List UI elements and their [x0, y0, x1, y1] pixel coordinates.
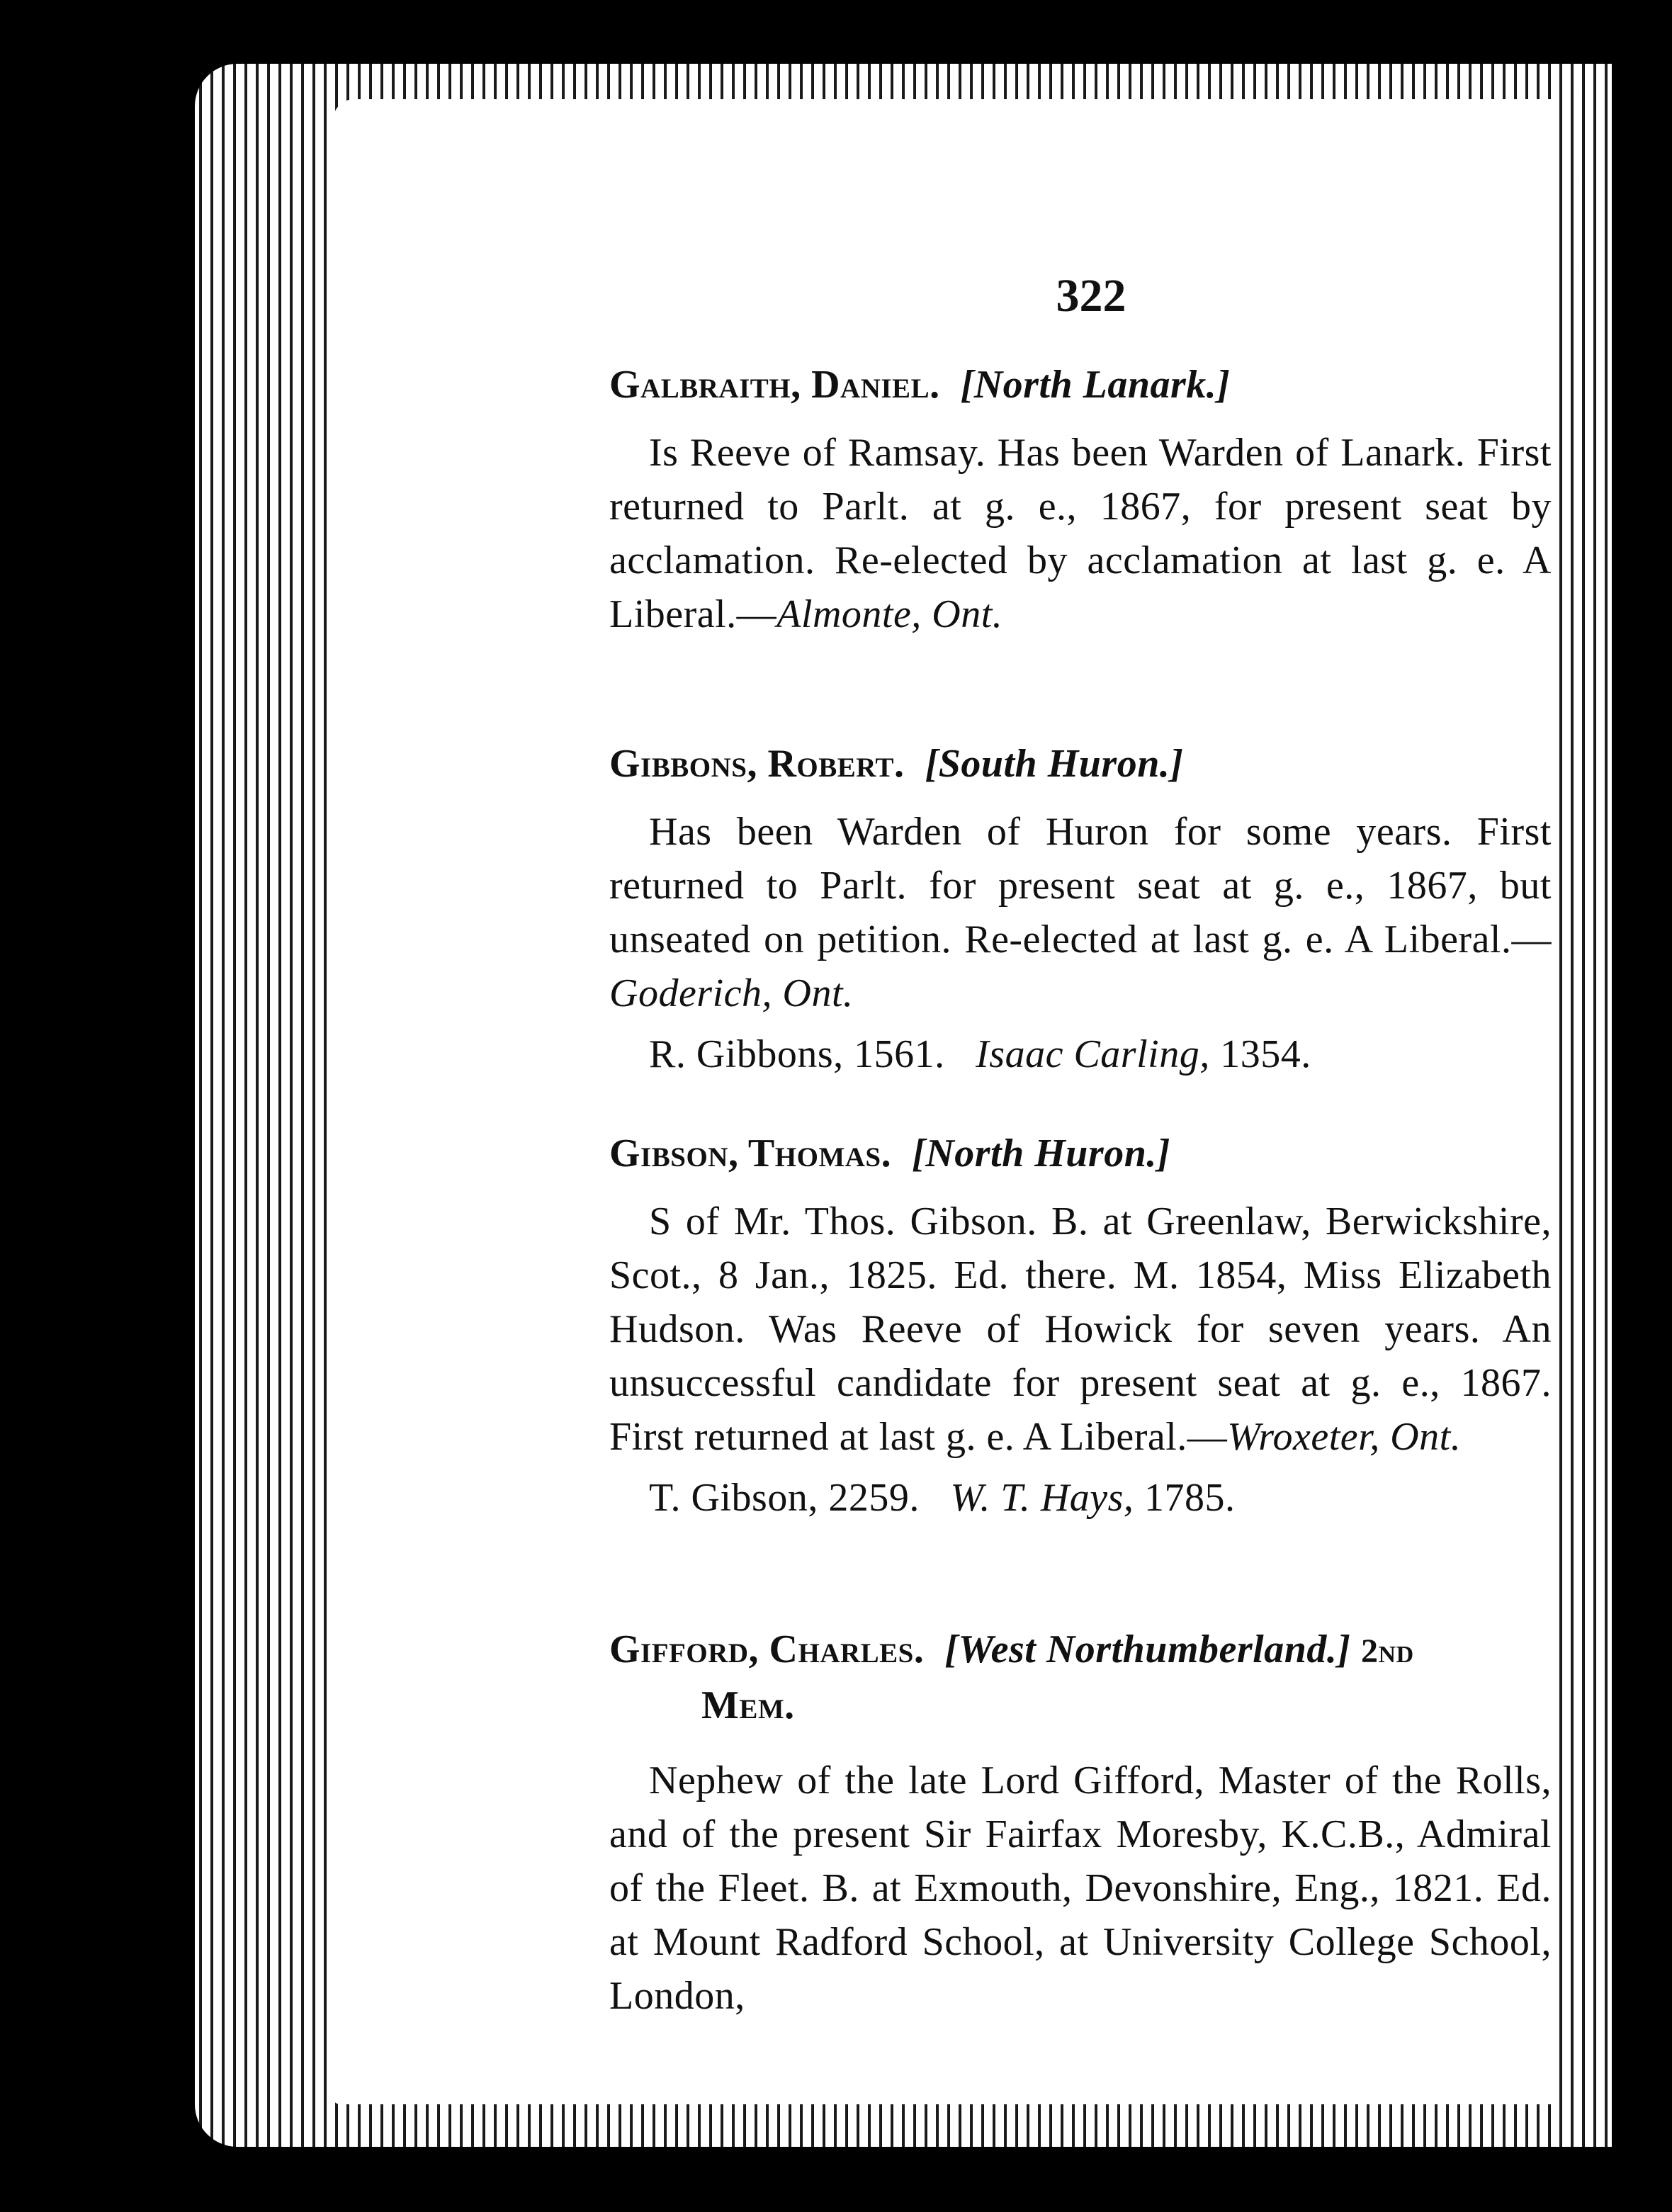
riding-name: [West Northumberland.] — [944, 1627, 1351, 1671]
biography — [609, 1754, 1552, 2023]
riding-name: [North Huron.] — [912, 1132, 1170, 1175]
residence: Wroxeter, Ont. — [1227, 1415, 1462, 1459]
riding-name: [South Huron.] — [925, 742, 1184, 786]
biography-text: Is Reeve of Ramsay. Has been Warden of Lanark. First returned to Parlt. at g. e., 1867, for present seat by acclamation. Re-elected by acclamation at last g. e. A Liberal.— — [609, 431, 1552, 636]
vote-runner-up: Isaac Carling, — [976, 1032, 1210, 1076]
vote-runner-up-count: 1785. — [1143, 1476, 1236, 1520]
vote-runner-up-count: 1354. — [1220, 1032, 1311, 1076]
entry-gibson — [609, 1127, 1552, 1525]
member-suffix-continued: Mem. — [701, 1683, 795, 1727]
residence: Goderich, Ont. — [609, 971, 854, 1015]
biography-text: Nephew of the late Lord Gifford, Master of the Rolls, and of the present Sir Fairfax Moresby, K.C.B., Admiral of the Fleet. B. at Exmouth, Devonshire, Eng., 1821. Ed. at Mount Radford School, at University College School, London, — [609, 1759, 1552, 2018]
biography-text: Has been Warden of Huron for some years. First returned to Parlt. for present seat at g. e., 1867, but unseated on petition. Re-elected at last g. e. A Liberal.— — [609, 810, 1552, 961]
entry-gibbons — [609, 737, 1552, 1081]
biography — [609, 1195, 1552, 1464]
entry-heading — [609, 1127, 1552, 1180]
vote-winner: T. Gibson, 2259. — [649, 1476, 920, 1520]
entry-heading — [609, 737, 1552, 791]
member-name: Galbraith, Daniel. — [609, 363, 940, 407]
election-result — [609, 1471, 1552, 1525]
biography-text: S of Mr. Thos. Gibson. B. at Greenlaw, Berwickshire, Scot., 8 Jan., 1825. Ed. there. M. 1854, Miss Elizabeth Hudson. Was Reeve of Howick for seven years. An unsuccessful candidate for present seat at g. e., 1867. First returned at last g. e. A Liberal.— — [609, 1200, 1552, 1459]
entry-galbraith — [609, 358, 1552, 641]
residence: Almonte, Ont. — [776, 592, 1003, 636]
entry-heading — [609, 358, 1552, 412]
vote-winner: R. Gibbons, 1561. — [649, 1032, 945, 1076]
member-name: Gifford, Charles. — [609, 1627, 925, 1671]
riding-name: [North Lanark.] — [960, 363, 1231, 407]
biography — [609, 426, 1552, 641]
page-number: 322 — [1056, 270, 1126, 322]
member-name: Gibson, Thomas. — [609, 1132, 892, 1175]
election-result — [609, 1027, 1552, 1081]
vote-runner-up: W. T. Hays, — [950, 1476, 1134, 1520]
member-suffix: 2nd — [1361, 1632, 1414, 1670]
biography — [609, 805, 1552, 1020]
entry-gifford — [609, 1623, 1552, 2023]
member-name: Gibbons, Robert. — [609, 742, 905, 786]
entry-heading — [609, 1623, 1552, 1678]
